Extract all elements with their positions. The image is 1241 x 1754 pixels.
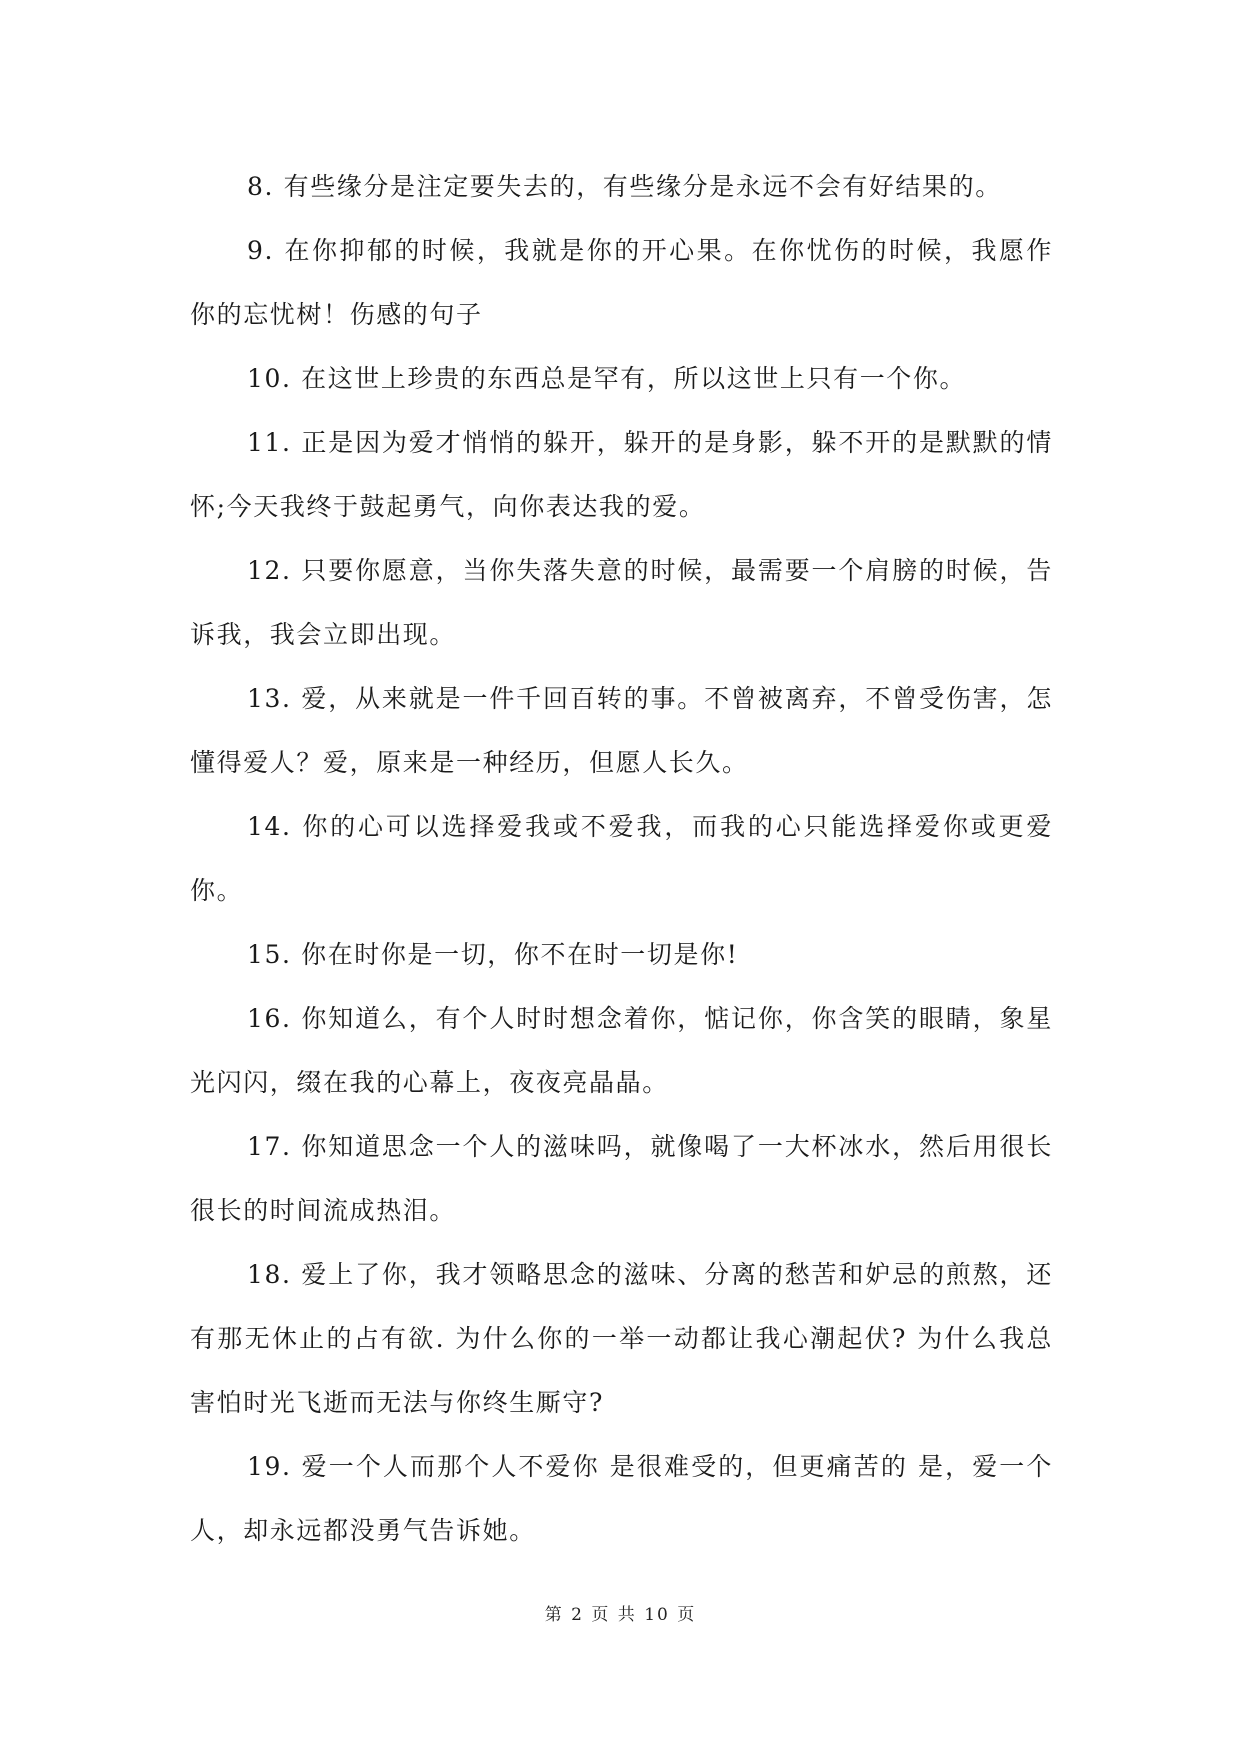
paragraph-14: 14. 你的心可以选择爱我或不爱我，而我的心只能选择爱你或更爱你。: [190, 812, 1053, 905]
paragraph-11: 11. 正是因为爱才悄悄的躲开，躲开的是身影，躲不开的是默默的情怀;今天我终于鼓起勇气，向你表达我的爱。: [190, 428, 1053, 521]
paragraph-8: 8. 有些缘分是注定要失去的，有些缘分是永远不会有好结果的。: [247, 172, 1002, 201]
paragraph-13: 13. 爱，从来就是一件千回百转的事。不曾被离弃，不曾受伤害，怎懂得爱人？爱，原来是一种经历，但愿人长久。: [190, 684, 1053, 777]
paragraph-12: 12. 只要你愿意，当你失落失意的时候，最需要一个肩膀的时候，告诉我，我会立即出现。: [190, 556, 1053, 649]
paragraph-17: 17. 你知道思念一个人的滋味吗，就像喝了一大杯冰水，然后用很长很长的时间流成热泪。: [190, 1132, 1053, 1225]
paragraph-10: 10. 在这世上珍贵的东西总是罕有，所以这世上只有一个你。: [247, 364, 967, 393]
paragraph-19: 19. 爱一个人而那个人不爱你 是很难受的，但更痛苦的 是，爱一个人，却永远都没勇气告诉她。: [190, 1452, 1053, 1545]
paragraph-18: 18. 爱上了你，我才领略思念的滋味、分离的愁苦和妒忌的煎熬，还有那无休止的占有欲. 为什么你的一举一动都让我心潮起伏? 为什么我总害怕时光飞逝而无法与你终生厮守?: [190, 1260, 1053, 1417]
page-number: 第 2 页 共 10 页: [544, 1605, 697, 1625]
page-footer: [0, 1600, 1241, 1625]
paragraph-9: 9. 在你抑郁的时候，我就是你的开心果。在你忧伤的时候，我愿作你的忘忧树！伤感的句子: [190, 236, 1053, 329]
document-body: [190, 155, 1053, 1563]
paragraph-15: 15. 你在时你是一切，你不在时一切是你!: [247, 940, 739, 969]
paragraph-16: 16. 你知道么，有个人时时想念着你，惦记你，你含笑的眼睛，象星光闪闪，缀在我的心幕上，夜夜亮晶晶。: [190, 1004, 1053, 1097]
